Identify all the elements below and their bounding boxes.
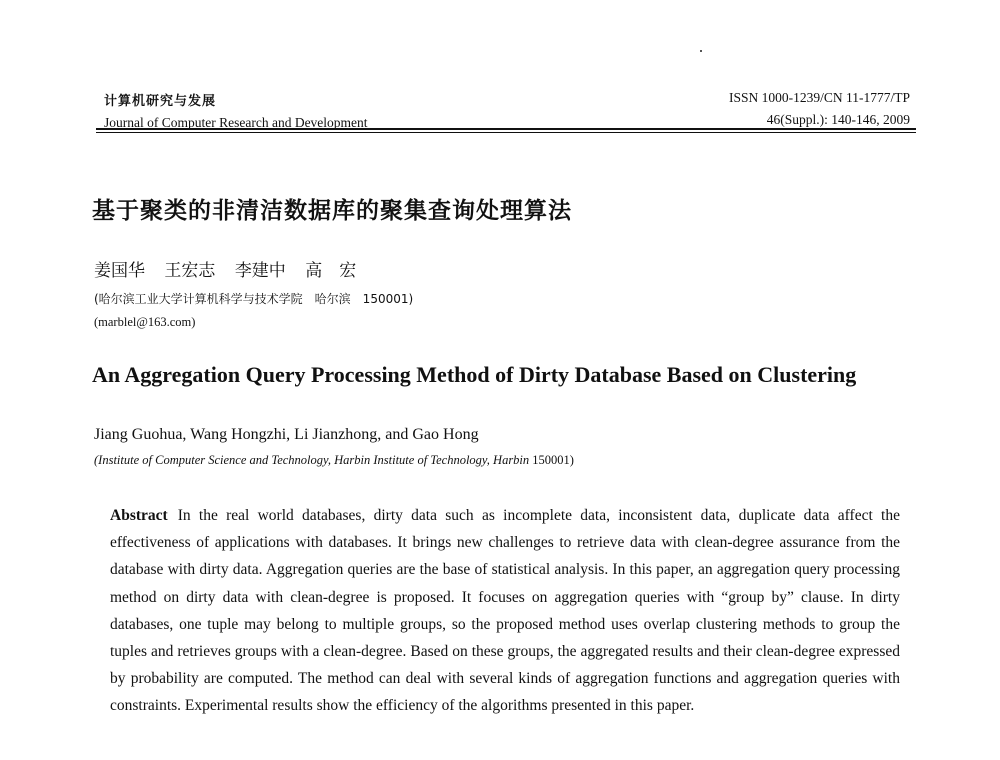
author-email: (marblel@163.com) — [94, 315, 196, 329]
abstract — [110, 502, 900, 720]
abstract-label: Abstract — [110, 507, 168, 524]
journal-header — [104, 90, 368, 131]
authors-cn — [94, 256, 370, 281]
affiliation-en-postcode: 150001) — [532, 453, 574, 467]
authors-en: Jiang Guohua, Wang Hongzhi, Li Jianzhong, and Gao Hong — [94, 426, 479, 443]
affiliation-en — [94, 453, 574, 468]
header-rule-thick — [96, 128, 916, 130]
volume-pages: 46(Suppl.): 140-146, 2009 — [766, 112, 910, 127]
affiliation-en-text: (Institute of Computer Science and Technology, Harbin Institute of Technology, Harbin — [94, 453, 530, 467]
journal-name-en: Journal of Computer Research and Development — [104, 115, 368, 130]
journal-name-cn: 计算机研究与发展 — [104, 94, 217, 109]
author-cn: 李建中 — [234, 261, 286, 281]
journal-issue-info — [729, 90, 910, 128]
issn: ISSN 1000-1239/CN 11-1777/TP — [728, 90, 910, 105]
header-rule-thin — [96, 132, 916, 133]
author-cn: 高 宏 — [305, 261, 357, 281]
author-cn: 姜国华 — [94, 261, 145, 281]
author-cn: 王宏志 — [164, 261, 216, 281]
title-cn: 基于聚类的非清洁数据库的聚集查询处理算法 — [92, 198, 572, 224]
title-en: An Aggregation Query Processing Method of Dirty Database Based on Clustering — [92, 362, 857, 387]
scan-artifact — [700, 50, 702, 52]
abstract-text: In the real world databases, dirty data such as incomplete data, inconsistent data, duplicate data affect the effectiveness of applications with databases. It brings new challenges to retrieve data with clean-degree assurance from the database with dirty data. Aggregation queries are the base of statistical analysis. In this paper, an aggregation query processing method on dirty data with clean-degree is proposed. It focuses on aggregation queries with “group by” clause. In dirty databases, one tuple may belong to multiple groups, so the proposed method uses overlap clustering methods to group the tuples and retrieves groups with a clean-degree. Based on these groups, the aggregated results and their clean-degree expressed by probability are computed. The method can deal with several kinds of aggregation functions and aggregation queries with constraints. Experimental results show the efficiency of the algorithms presented in this paper. — [110, 507, 900, 715]
affiliation-cn: (哈尔滨工业大学计算机科学与技术学院 哈尔滨 150001) — [94, 292, 414, 306]
